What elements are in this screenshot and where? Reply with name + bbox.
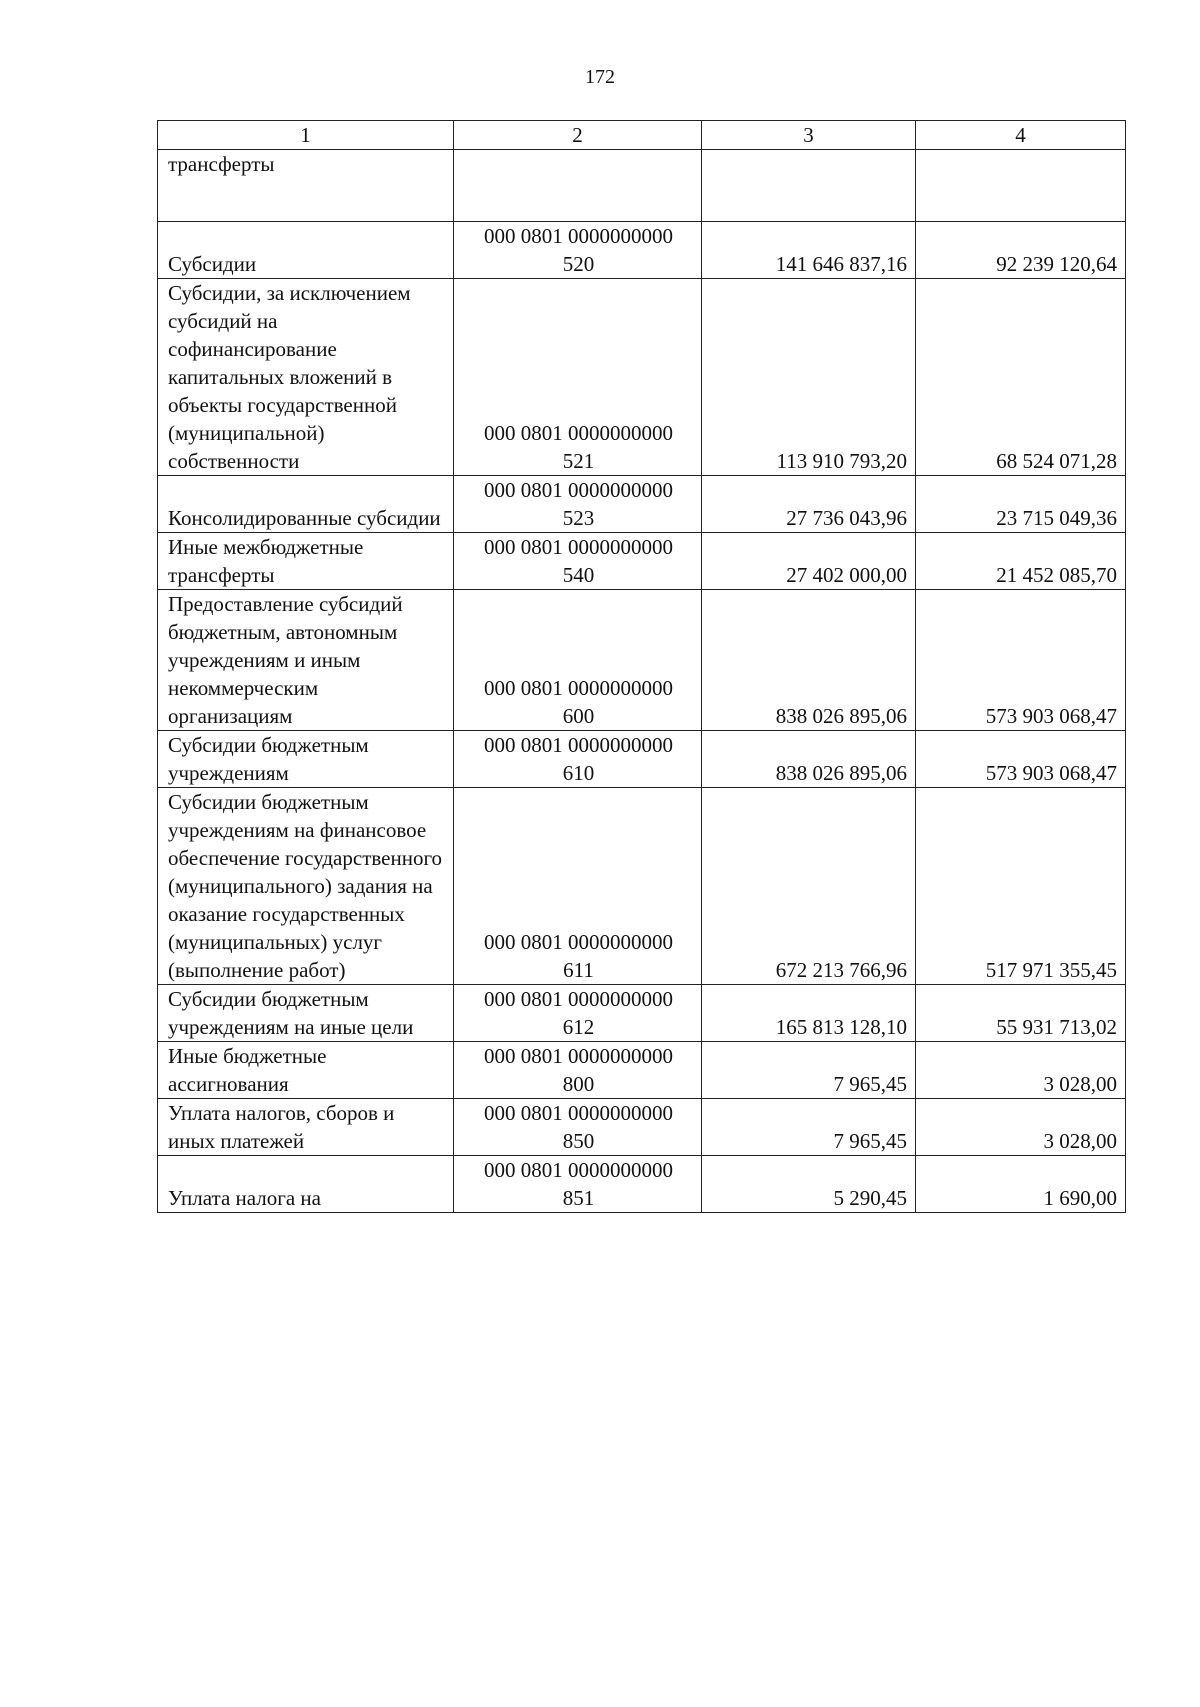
page-number: 172 [585, 66, 615, 88]
row-code-main: 000 0801 0000000000 [484, 1158, 673, 1182]
row-value-col4: 68 524 071,28 [916, 279, 1126, 476]
row-code-suffix: 520 [562, 252, 595, 276]
row-value-col4: 55 931 713,02 [916, 985, 1126, 1042]
row-value-col3: 5 290,45 [702, 1156, 916, 1213]
row-value-col4: 3 028,00 [916, 1042, 1126, 1099]
row-value-col3: 141 646 837,16 [702, 222, 916, 279]
row-code [454, 590, 702, 731]
row-code-suffix: 523 [562, 506, 595, 530]
table-row [158, 788, 1126, 985]
row-name: Уплата налога на [158, 1156, 454, 1213]
header-cell-2: 2 [454, 121, 702, 150]
row-name: Субсидии бюджетным учреждениям на иные цели [158, 985, 454, 1042]
row-code [454, 788, 702, 985]
row-name: Субсидии [158, 222, 454, 279]
row-code-main: 000 0801 0000000000 [484, 1101, 673, 1125]
row-value-col4 [916, 150, 1126, 222]
row-name: Субсидии бюджетным учреждениям на финансовое обеспечение государственного (муниципального) задания на оказание государственных (муниципальных) услуг (выполнение работ) [158, 788, 454, 985]
row-name: Консолидированные субсидии [158, 476, 454, 533]
row-code-suffix: 611 [563, 958, 594, 982]
row-value-col4: 3 028,00 [916, 1099, 1126, 1156]
row-code-main: 000 0801 0000000000 [484, 930, 673, 954]
row-code [454, 476, 702, 533]
table-row [158, 533, 1126, 590]
row-code [454, 279, 702, 476]
row-code [454, 150, 702, 222]
row-code [454, 1156, 702, 1213]
row-value-col3: 838 026 895,06 [702, 590, 916, 731]
table-row [158, 590, 1126, 731]
table-row [158, 222, 1126, 279]
row-code-suffix: 600 [562, 704, 595, 728]
row-code-main: 000 0801 0000000000 [484, 733, 673, 757]
table-row [158, 476, 1126, 533]
row-value-col3: 27 402 000,00 [702, 533, 916, 590]
row-value-col3: 7 965,45 [702, 1099, 916, 1156]
row-value-col3: 27 736 043,96 [702, 476, 916, 533]
row-name: Иные бюджетные ассигнования [158, 1042, 454, 1099]
table-row [158, 1156, 1126, 1213]
row-value-col4: 21 452 085,70 [916, 533, 1126, 590]
row-value-col4: 573 903 068,47 [916, 731, 1126, 788]
row-code-suffix: 540 [562, 563, 595, 587]
header-cell-1: 1 [158, 121, 454, 150]
row-code-suffix: 851 [562, 1186, 595, 1210]
row-code-main: 000 0801 0000000000 [484, 1044, 673, 1068]
table-row [158, 1042, 1126, 1099]
row-value-col3: 165 813 128,10 [702, 985, 916, 1042]
table-row [158, 150, 1126, 222]
budget-table [157, 120, 1126, 1213]
table-row [158, 731, 1126, 788]
row-value-col4: 23 715 049,36 [916, 476, 1126, 533]
table-row [158, 985, 1126, 1042]
row-code-main: 000 0801 0000000000 [484, 478, 673, 502]
row-code-suffix: 800 [562, 1072, 595, 1096]
row-code-main: 000 0801 0000000000 [484, 987, 673, 1011]
row-code-suffix: 850 [562, 1129, 595, 1153]
row-value-col3 [702, 150, 916, 222]
row-code [454, 1099, 702, 1156]
row-value-col4: 1 690,00 [916, 1156, 1126, 1213]
row-code-main: 000 0801 0000000000 [484, 535, 673, 559]
row-code-suffix: 612 [562, 1015, 595, 1039]
row-value-col4: 92 239 120,64 [916, 222, 1126, 279]
header-cell-4: 4 [916, 121, 1126, 150]
row-code [454, 533, 702, 590]
row-name: Предоставление субсидий бюджетным, автономным учреждениям и иным некоммерческим организациям [158, 590, 454, 731]
header-row [158, 121, 1126, 150]
row-value-col3: 7 965,45 [702, 1042, 916, 1099]
row-name: Субсидии бюджетным учреждениям [158, 731, 454, 788]
row-code [454, 985, 702, 1042]
row-name: Уплата налогов, сборов и иных платежей [158, 1099, 454, 1156]
row-code-main: 000 0801 0000000000 [484, 224, 673, 248]
table-row [158, 1099, 1126, 1156]
row-code [454, 222, 702, 279]
row-value-col3: 113 910 793,20 [702, 279, 916, 476]
row-value-col3: 672 213 766,96 [702, 788, 916, 985]
row-value-col4: 573 903 068,47 [916, 590, 1126, 731]
row-code-suffix: 521 [562, 449, 595, 473]
row-code-main: 000 0801 0000000000 [484, 421, 673, 445]
header-cell-3: 3 [702, 121, 916, 150]
table-row [158, 279, 1126, 476]
row-name: трансферты [158, 150, 454, 222]
row-code-main: 000 0801 0000000000 [484, 676, 673, 700]
row-value-col3: 838 026 895,06 [702, 731, 916, 788]
row-code-suffix: 610 [562, 761, 595, 785]
row-code [454, 1042, 702, 1099]
row-name: Субсидии, за исключением субсидий на софинансирование капитальных вложений в объекты государственной (муниципальной) собственности [158, 279, 454, 476]
row-name: Иные межбюджетные трансферты [158, 533, 454, 590]
row-value-col4: 517 971 355,45 [916, 788, 1126, 985]
row-code [454, 731, 702, 788]
